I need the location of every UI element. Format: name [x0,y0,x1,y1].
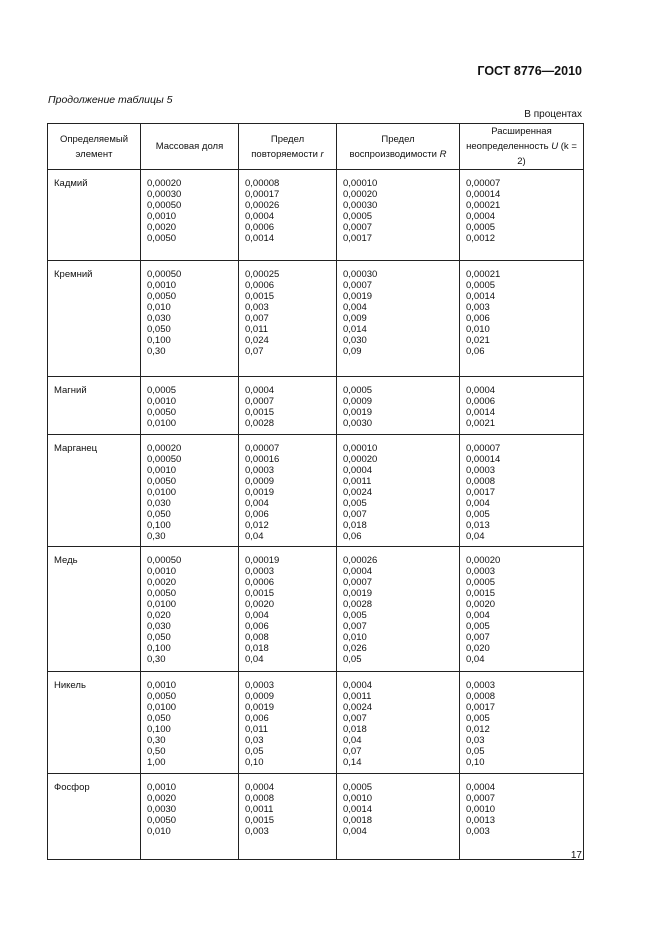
value: 0,0028 [343,599,373,610]
value: 0,010 [147,826,171,837]
value: 0,0009 [343,396,373,407]
value: 0,00016 [245,454,280,465]
value: 0,021 [466,335,490,346]
value: 0,0028 [245,418,275,429]
header-mass-line1: Массовая доля [155,141,224,152]
value: 0,020 [147,610,171,621]
value: 0,005 [343,610,367,621]
value: 0,005 [466,509,490,520]
mass-fraction-cell [141,672,239,774]
value: 0,0030 [147,804,177,815]
value: 0,04 [466,654,485,665]
value: 0,100 [147,335,171,346]
value: 0,00010 [343,443,378,454]
value: 0,0010 [147,211,177,222]
value: 0,0019 [245,702,275,713]
value: 0,30 [147,654,166,665]
value: 0,0005 [466,577,496,588]
value: 0,014 [343,324,367,335]
value: 0,00050 [147,555,182,566]
value: 0,0004 [245,211,275,222]
value: 0,0009 [245,691,275,702]
value: 0,0100 [147,418,177,429]
value: 0,05 [466,746,485,757]
value: 0,00026 [245,200,280,211]
value: 0,0020 [147,793,177,804]
value: 0,0005 [466,222,496,233]
value: 0,010 [466,324,490,335]
uncertainty-cell [460,672,584,774]
mass-fraction-cell [141,774,239,860]
reproducibility-cell [337,435,460,547]
value: 0,018 [343,724,367,735]
value: 0,00021 [466,269,501,280]
mass-fraction-cell [141,261,239,377]
value: 0,0020 [245,599,275,610]
value: 0,0014 [466,407,496,418]
element-name-cell: Медь [48,547,141,672]
value: 0,00020 [147,443,182,454]
mass-fraction-cell [141,435,239,547]
reproducibility-cell [337,261,460,377]
value: 0,0019 [343,588,373,599]
value: 0,004 [466,498,490,509]
reproducibility-cell [337,547,460,672]
value: 0,004 [245,610,269,621]
value: 0,00020 [343,454,378,465]
value: 0,00050 [147,454,182,465]
value: 0,0003 [245,566,275,577]
value: 0,0050 [147,291,177,302]
value: 0,0013 [466,815,496,826]
header-reproducibility-line1: Предел [381,133,415,145]
header-repeatability [239,124,337,170]
value: 0,0004 [466,385,496,396]
value: 0,050 [147,509,171,520]
value: 0,0010 [147,680,177,691]
value: 0,0010 [147,782,177,793]
value: 0,0030 [343,418,373,429]
value: 0,030 [147,498,171,509]
value: 0,0015 [245,407,275,418]
value: 0,050 [147,632,171,643]
reproducibility-cell [337,377,460,435]
value: 0,010 [147,302,171,313]
value: 0,0012 [466,233,496,244]
value: 0,0006 [245,222,275,233]
header-reproducibility [337,124,460,170]
value: 0,100 [147,520,171,531]
value: 0,0010 [147,396,177,407]
value: 0,00020 [466,555,501,566]
value: 0,0017 [343,233,373,244]
value: 0,0005 [343,211,373,222]
value: 0,00008 [245,178,280,189]
value: 0,0006 [245,577,275,588]
value: 0,0024 [343,702,373,713]
value: 0,0004 [245,385,275,396]
value: 0,030 [147,313,171,324]
value: 0,050 [147,713,171,724]
value: 0,026 [343,643,367,654]
value: 0,007 [245,313,269,324]
value: 0,00030 [343,200,378,211]
value: 0,018 [343,520,367,531]
value: 0,0003 [466,465,496,476]
uncertainty-cell [460,170,584,261]
repeatability-cell [239,170,337,261]
header-uncertainty-line1: Расширенная [491,126,552,137]
value: 0,0010 [343,793,373,804]
uncertainty-cell [460,774,584,860]
value: 0,0004 [343,465,373,476]
repeatability-cell [239,547,337,672]
units-label: В процентах [524,109,582,120]
value: 0,004 [343,826,367,837]
repeatability-cell [239,261,337,377]
value: 0,009 [343,313,367,324]
value: 0,003 [245,826,269,837]
value: 0,04 [343,735,362,746]
value: 0,0007 [343,222,373,233]
value: 0,0006 [245,280,275,291]
value: 0,0008 [466,691,496,702]
value: 0,00021 [466,200,501,211]
value: 0,0014 [245,233,275,244]
value: 0,00007 [466,178,501,189]
value: 0,0006 [466,396,496,407]
value: 0,0003 [466,680,496,691]
value: 0,0019 [343,407,373,418]
value: 0,0019 [343,291,373,302]
value: 0,006 [245,621,269,632]
value: 0,03 [466,735,485,746]
value: 0,011 [245,324,269,335]
value: 0,0019 [245,487,275,498]
value: 0,0010 [466,804,496,815]
element-name-cell: Кремний [48,261,141,377]
value: 0,0020 [147,222,177,233]
element-name-cell: Фосфор [48,774,141,860]
value: 0,0008 [245,793,275,804]
value: 0,013 [466,520,490,531]
value: 0,012 [245,520,269,531]
value: 0,30 [147,735,166,746]
value: 0,007 [343,621,367,632]
value: 0,0009 [245,476,275,487]
value: 0,0007 [466,793,496,804]
value: 0,04 [245,654,264,665]
value: 0,10 [245,757,264,768]
reproducibility-cell [337,170,460,261]
table-header-row [48,124,584,170]
table-row [48,547,584,672]
value: 0,00050 [147,200,182,211]
value: 0,0011 [343,691,372,702]
element-name-cell: Никель [48,672,141,774]
value: 0,0003 [466,566,496,577]
value: 0,0015 [245,815,275,826]
value: 0,005 [466,621,490,632]
value: 0,018 [245,643,269,654]
value: 0,003 [466,302,490,313]
value: 0,0005 [147,385,177,396]
value: 0,006 [245,713,269,724]
uncertainty-cell [460,547,584,672]
mass-fraction-cell [141,547,239,672]
value: 0,003 [245,302,269,313]
value: 0,050 [147,324,171,335]
value: 0,0021 [466,418,496,429]
value: 0,05 [343,654,362,665]
value: 0,50 [147,746,166,757]
value: 0,0005 [466,280,496,291]
value: 0,00014 [466,189,501,200]
value: 0,0050 [147,233,177,244]
value: 0,0003 [245,680,275,691]
table-continuation-label: Продолжение таблицы 5 [48,94,173,106]
value: 0,0011 [343,476,372,487]
table-body [48,170,584,860]
value: 0,00014 [466,454,501,465]
value: 0,0018 [343,815,373,826]
table-row [48,435,584,547]
value: 0,006 [245,509,269,520]
value: 0,04 [245,531,264,542]
repeatability-cell [239,435,337,547]
value: 0,00020 [147,178,182,189]
table-row [48,377,584,435]
value: 0,10 [466,757,485,768]
header-reproducibility-line2: воспроизводимости [349,148,437,160]
value: 0,00020 [343,189,378,200]
value: 0,005 [343,498,367,509]
value: 0,07 [245,346,264,357]
value: 0,0020 [147,577,177,588]
value: 0,007 [466,632,490,643]
value: 0,0014 [466,291,496,302]
element-name-cell: Кадмий [48,170,141,261]
value: 0,0050 [147,407,177,418]
value: 0,00017 [245,189,280,200]
value: 0,007 [343,713,367,724]
value: 0,0005 [343,782,373,793]
value: 0,14 [343,757,362,768]
reproducibility-cell [337,774,460,860]
value: 0,06 [343,531,362,542]
value: 0,0015 [245,291,275,302]
value: 0,004 [466,610,490,621]
value: 0,30 [147,531,166,542]
value: 0,0010 [147,280,177,291]
value: 0,0010 [147,465,177,476]
header-element [48,124,141,170]
value: 0,0004 [466,211,496,222]
value: 0,03 [245,735,264,746]
page-number: 17 [570,850,582,861]
header-repeatability-symbol: r [320,148,324,160]
value: 1,00 [147,757,166,768]
value: 0,00026 [343,555,378,566]
value: 0,07 [343,746,362,757]
value: 0,007 [343,509,367,520]
value: 0,012 [466,724,490,735]
header-reproducibility-symbol: R [439,148,447,160]
value: 0,0007 [343,577,373,588]
value: 0,06 [466,346,485,357]
value: 0,0008 [466,476,496,487]
header-uncertainty-line2: неопределенность [466,141,549,152]
value: 0,0007 [245,396,275,407]
header-mass-fraction [141,124,239,170]
mass-fraction-cell [141,170,239,261]
value: 0,030 [147,621,171,632]
element-name-cell: Марганец [48,435,141,547]
repeatability-cell [239,672,337,774]
header-uncertainty-suffix: (k = 2) [517,141,577,167]
value: 0,00025 [245,269,280,280]
value: 0,010 [343,632,367,643]
value: 0,0014 [343,804,373,815]
value: 0,0017 [466,702,496,713]
uncertainty-cell [460,261,584,377]
value: 0,0050 [147,588,177,599]
value: 0,0005 [343,385,373,396]
value: 0,00030 [147,189,182,200]
value: 0,004 [343,302,367,313]
value: 0,0004 [343,680,373,691]
value: 0,0017 [466,487,496,498]
value: 0,024 [245,335,269,346]
table-row [48,774,584,860]
value: 0,100 [147,724,171,735]
header-uncertainty [460,124,584,170]
results-table [47,123,584,860]
value: 0,0100 [147,487,177,498]
table-row [48,170,584,261]
repeatability-cell [239,774,337,860]
table-row [48,261,584,377]
value: 0,30 [147,346,166,357]
value: 0,04 [466,531,485,542]
uncertainty-cell [460,435,584,547]
value: 0,100 [147,643,171,654]
value: 0,003 [466,826,490,837]
header-element-line1: Определяемый [59,133,129,145]
element-name-cell: Магний [48,377,141,435]
value: 0,030 [343,335,367,346]
value: 0,00030 [343,269,378,280]
value: 0,0007 [343,280,373,291]
value: 0,008 [245,632,269,643]
value: 0,005 [466,713,490,724]
value: 0,00007 [466,443,501,454]
value: 0,05 [245,746,264,757]
value: 0,0004 [343,566,373,577]
value: 0,0011 [245,804,274,815]
header-element-line2: элемент [75,148,113,160]
mass-fraction-cell [141,377,239,435]
header-repeatability-line2: повторяемости [251,148,318,160]
value: 0,0050 [147,815,177,826]
value: 0,0024 [343,487,373,498]
value: 0,09 [343,346,362,357]
value: 0,0004 [466,782,496,793]
value: 0,0050 [147,691,177,702]
header-repeatability-line1: Предел [270,133,305,145]
value: 0,004 [245,498,269,509]
value: 0,0100 [147,599,177,610]
table-row [48,672,584,774]
value: 0,020 [466,643,490,654]
value: 0,0015 [245,588,275,599]
value: 0,0003 [245,465,275,476]
uncertainty-cell [460,377,584,435]
value: 0,00019 [245,555,280,566]
repeatability-cell [239,377,337,435]
value: 0,0015 [466,588,496,599]
value: 0,011 [245,724,269,735]
value: 0,0100 [147,702,177,713]
value: 0,0050 [147,476,177,487]
value: 0,00050 [147,269,182,280]
value: 0,006 [466,313,490,324]
value: 0,00010 [343,178,378,189]
reproducibility-cell [337,672,460,774]
value: 0,0004 [245,782,275,793]
value: 0,0010 [147,566,177,577]
value: 0,0020 [466,599,496,610]
header-uncertainty-symbol: U [551,141,559,152]
value: 0,00007 [245,443,280,454]
standard-code: ГОСТ 8776—2010 [477,64,582,78]
